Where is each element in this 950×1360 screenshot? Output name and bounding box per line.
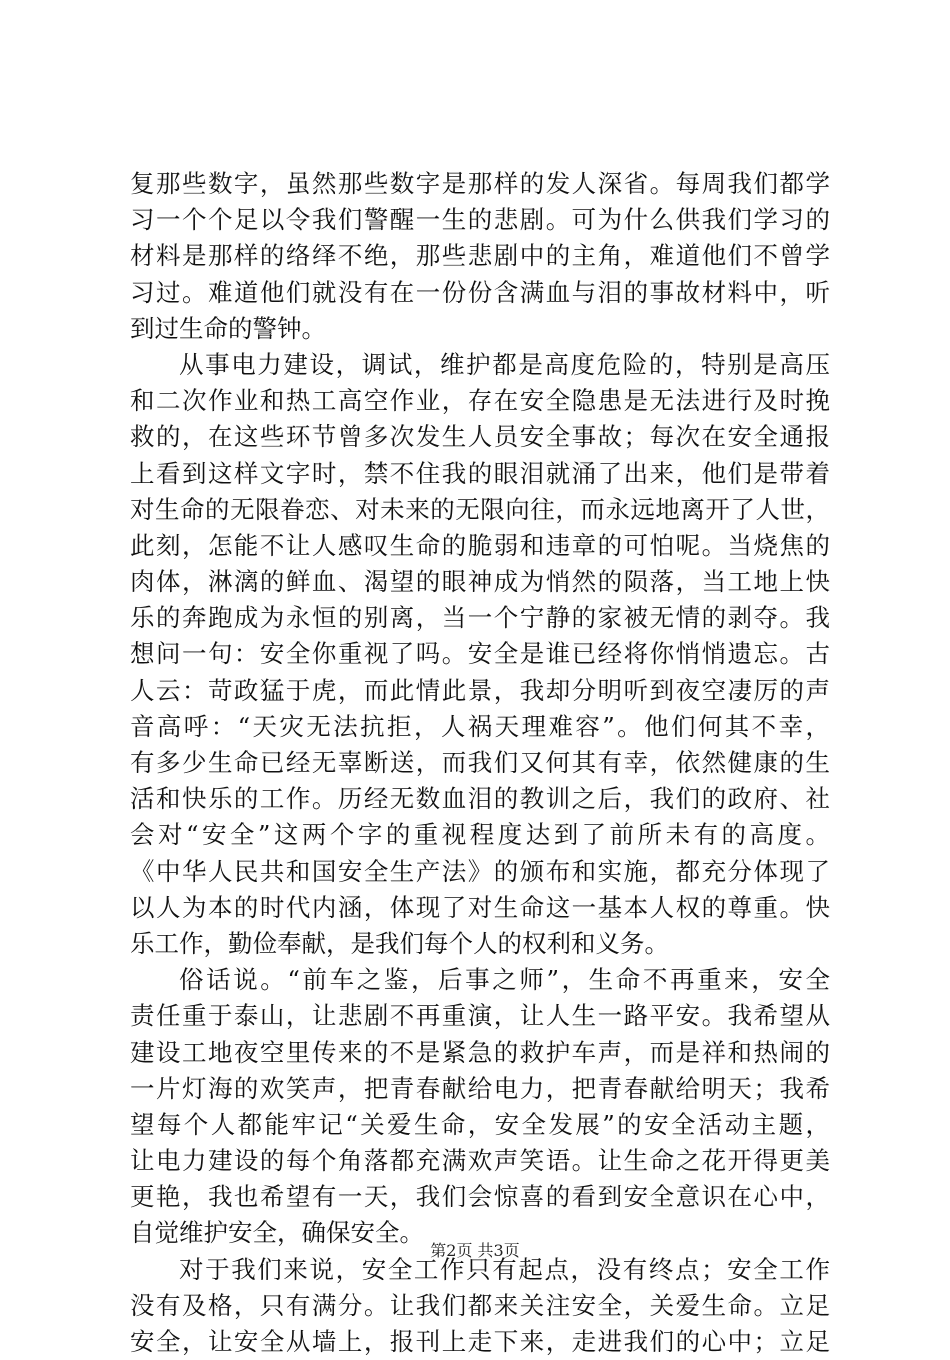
text-line: 此刻，怎能不让人感叹生命的脆弱和违章的可怕呢。当烧焦的 xyxy=(130,530,830,560)
text-line: 材料是那样的络绎不绝，那些悲剧中的主角，难道他们不曾学 xyxy=(130,241,830,271)
text-line: 从事电力建设，调试，维护都是高度危险的，特别是高压 xyxy=(179,349,830,379)
paragraph xyxy=(130,962,830,1252)
text-line: 对于我们来说，安全工作只有起点，没有终点；安全工作 xyxy=(179,1254,830,1284)
text-line: 一片灯海的欢笑声，把青春献给电力，把青春献给明天；我希 xyxy=(130,1073,830,1103)
text-line: 音高呼：“天灾无法抗拒，人祸天理难容”。他们何其不幸， xyxy=(130,711,830,741)
text-line: 安全，让安全从墙上，报刊上走下来，走进我们的心中；立足 xyxy=(130,1327,830,1356)
text-line: 到过生命的警钟。 xyxy=(130,313,326,343)
text-line: 自觉维护安全，确保安全。 xyxy=(130,1218,424,1248)
text-line: 俗话说。“前车之鉴，后事之师”，生命不再重来，安全 xyxy=(179,965,830,995)
text-line: 和二次作业和热工高空作业，存在安全隐患是无法进行及时挽 xyxy=(130,386,830,416)
text-line: 救的，在这些环节曾多次发生人员安全事故；每次在安全通报 xyxy=(130,422,830,452)
paragraph xyxy=(130,347,830,962)
text-line: 责任重于泰山，让悲剧不再重演，让人生一路平安。我希望从 xyxy=(130,1001,830,1031)
text-line: 复那些数字，虽然那些数字是那样的发人深省。每周我们都学 xyxy=(130,169,830,198)
text-line: 没有及格，只有满分。让我们都来关注安全，关爱生命。立足 xyxy=(130,1290,830,1320)
text-line: 让电力建设的每个角落都充满欢声笑语。让生命之花开得更美 xyxy=(130,1146,830,1176)
text-line: 有多少生命已经无辜断送，而我们又何其有幸，依然健康的生 xyxy=(130,748,830,777)
text-line: 《中华人民共和国安全生产法》的颁布和实施，都充分体现了 xyxy=(130,856,830,886)
text-line: 习过。难道他们就没有在一份份含满血与泪的事故材料中，听 xyxy=(130,277,830,307)
text-line: 会对“安全”这两个字的重视程度达到了前所未有的高度。 xyxy=(130,820,830,850)
text-line: 以人为本的时代内涵，体现了对生命这一基本人权的尊重。快 xyxy=(130,892,830,922)
text-line: 乐的奔跑成为永恒的别离，当一个宁静的家被无情的剥夺。我 xyxy=(130,603,830,633)
paragraph xyxy=(130,166,830,347)
text-line: 望每个人都能牢记“关爱生命，安全发展”的安全活动主题， xyxy=(130,1109,830,1139)
text-line: 活和快乐的工作。历经无数血泪的教训之后，我们的政府、社 xyxy=(130,784,830,814)
text-line: 人云：苛政猛于虎，而此情此景，我却分明听到夜空凄厉的声 xyxy=(130,675,830,705)
text-line: 更艳，我也希望有一天，我们会惊喜的看到安全意识在心中， xyxy=(130,1182,830,1212)
document-body xyxy=(130,166,830,1360)
text-line: 习一个个足以令我们警醒一生的悲剧。可为什么供我们学习的 xyxy=(130,205,830,235)
text-line: 对生命的无限眷恋、对未来的无限向往，而永远地离开了人世， xyxy=(130,494,830,524)
text-line: 乐工作，勤俭奉献，是我们每个人的权利和义务。 xyxy=(130,928,669,958)
text-line: 想问一句：安全你重视了吗。安全是谁已经将你悄悄遗忘。古 xyxy=(130,639,830,669)
page-footer: 第2页 共3页 xyxy=(430,1241,520,1260)
text-line: 上看到这样文字时，禁不住我的眼泪就涌了出来，他们是带着 xyxy=(130,458,830,488)
text-line: 建设工地夜空里传来的不是紧急的救护车声，而是祥和热闹的 xyxy=(130,1037,830,1067)
text-line: 肉体，淋漓的鲜血、渴望的眼神成为悄然的陨落，当工地上快 xyxy=(130,567,830,597)
